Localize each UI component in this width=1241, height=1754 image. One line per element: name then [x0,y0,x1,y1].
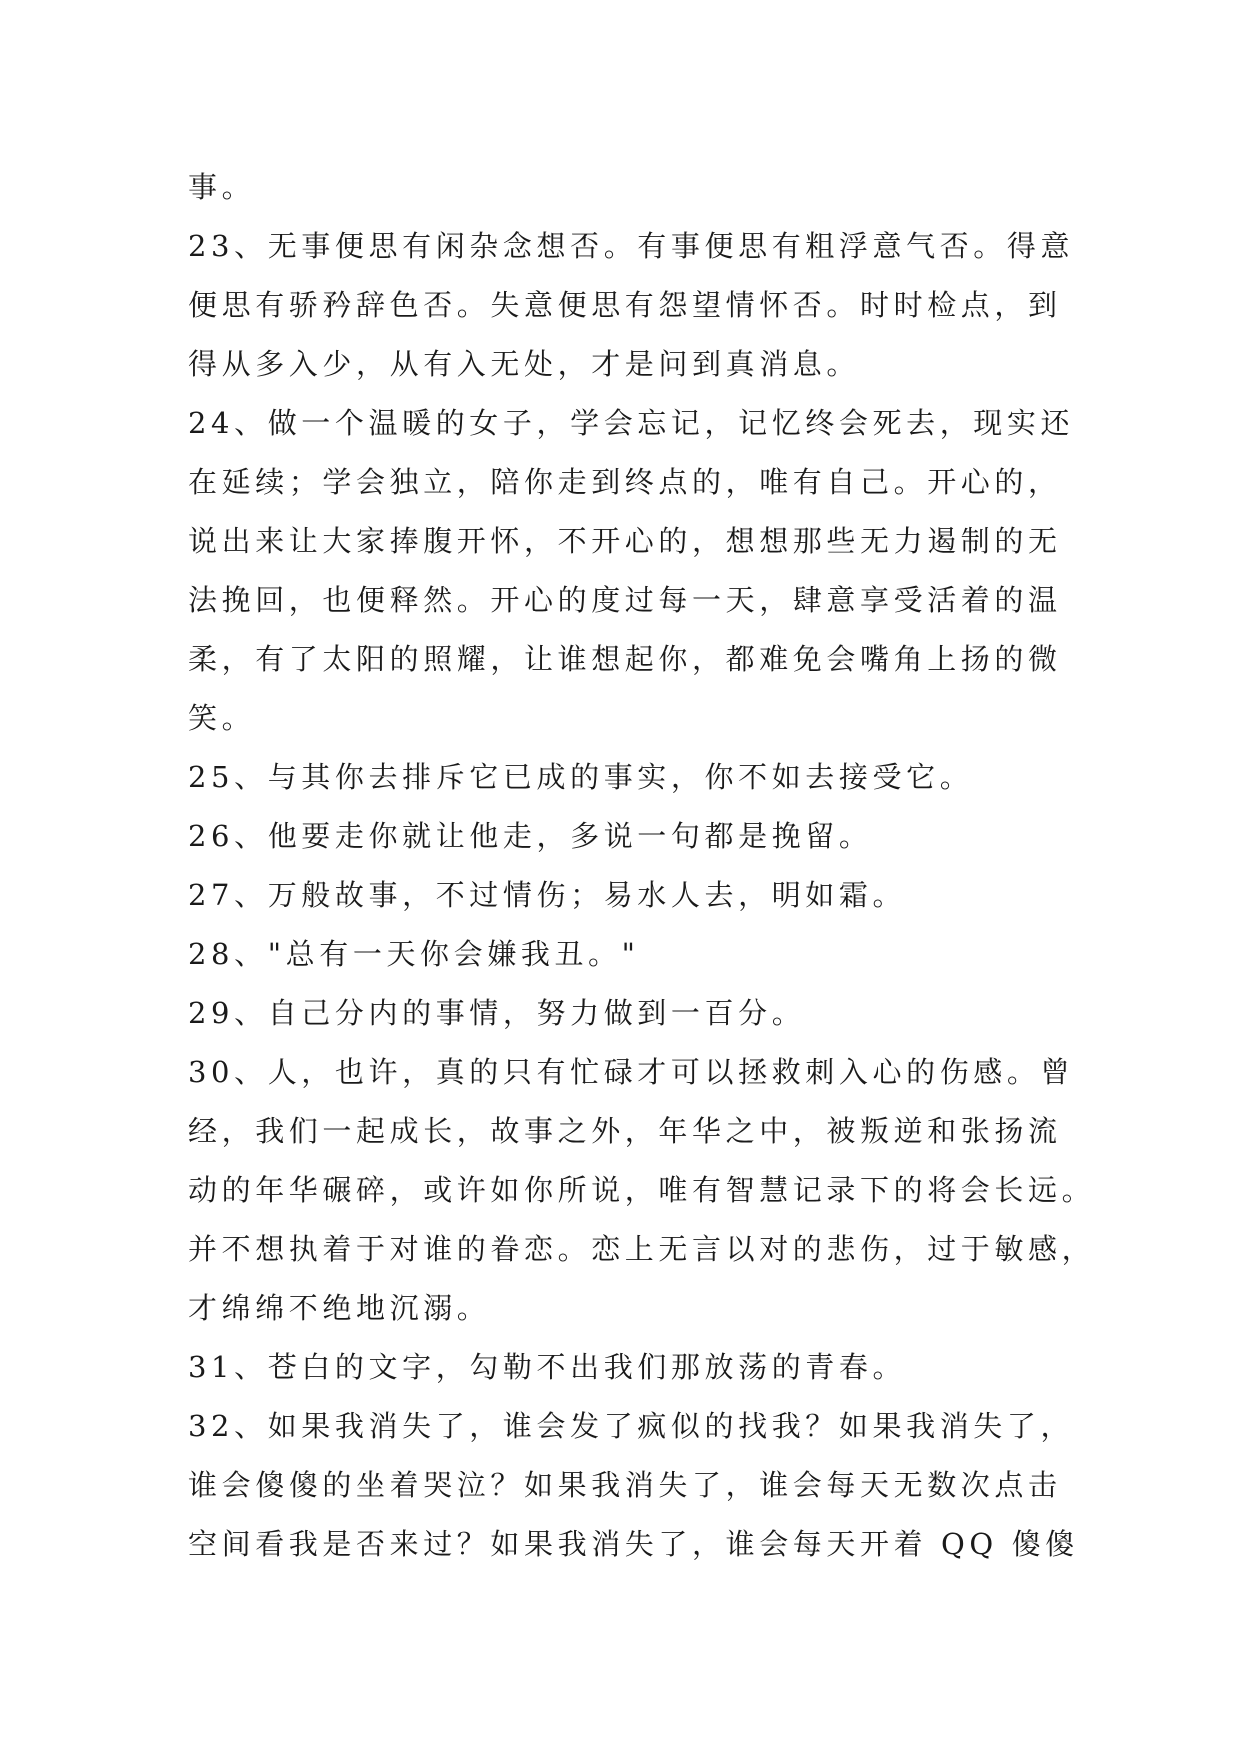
text-line: 谁会傻傻的坐着哭泣？如果我消失了，谁会每天无数次点击 [188,1468,1062,1502]
text-line: 32、如果我消失了，谁会发了疯似的找我？如果我消失了， [188,1409,1075,1443]
text-line: 柔，有了太阳的照耀，让谁想起你，都难免会嘴角上扬的微 [188,642,1062,676]
text-line: 30、人，也许，真的只有忙碌才可以拯救刺入心的伤感。曾 [188,1055,1075,1089]
text-line: 28、"总有一天你会嫌我丑。" [188,937,640,971]
text-line: 在延续；学会独立，陪你走到终点的，唯有自己。开心的， [188,465,1062,499]
text-line: 经，我们一起成长，故事之外，年华之中，被叛逆和张扬流 [188,1114,1062,1148]
text-line: 空间看我是否来过？如果我消失了，谁会每天开着 QQ 傻傻 [188,1527,1079,1561]
text-line: 29、自己分内的事情，努力做到一百分。 [188,996,806,1030]
text-line: 说出来让大家捧腹开怀，不开心的，想想那些无力遏制的无 [188,524,1062,558]
text-line: 27、万般故事，不过情伤；易水人去，明如霜。 [188,878,907,912]
text-line: 得从多入少，从有入无处，才是问到真消息。 [188,347,861,381]
text-line: 31、苍白的文字，勾勒不出我们那放荡的青春。 [188,1350,907,1384]
text-line: 并不想执着于对谁的眷恋。恋上无言以对的悲伤，过于敏感， [188,1232,1096,1266]
text-line: 便思有骄矜辞色否。失意便思有怨望情怀否。时时检点，到 [188,288,1062,322]
text-line: 23、无事便思有闲杂念想否。有事便思有粗浮意气否。得意 [188,229,1075,263]
text-line: 动的年华碾碎，或许如你所说，唯有智慧记录下的将会长远。 [188,1173,1096,1207]
text-line: 25、与其你去排斥它已成的事实，你不如去接受它。 [188,760,974,794]
text-line: 才绵绵不绝地沉溺。 [188,1291,491,1325]
text-line: 笑。 [188,701,256,735]
text-line: 事。 [188,170,256,204]
text-line: 26、他要走你就让他走，多说一句都是挽留。 [188,819,873,853]
text-line: 法挽回，也便释然。开心的度过每一天，肆意享受活着的温 [188,583,1062,617]
text-line: 24、做一个温暖的女子，学会忘记，记忆终会死去，现实还 [188,406,1075,440]
document-page [188,158,1096,1574]
